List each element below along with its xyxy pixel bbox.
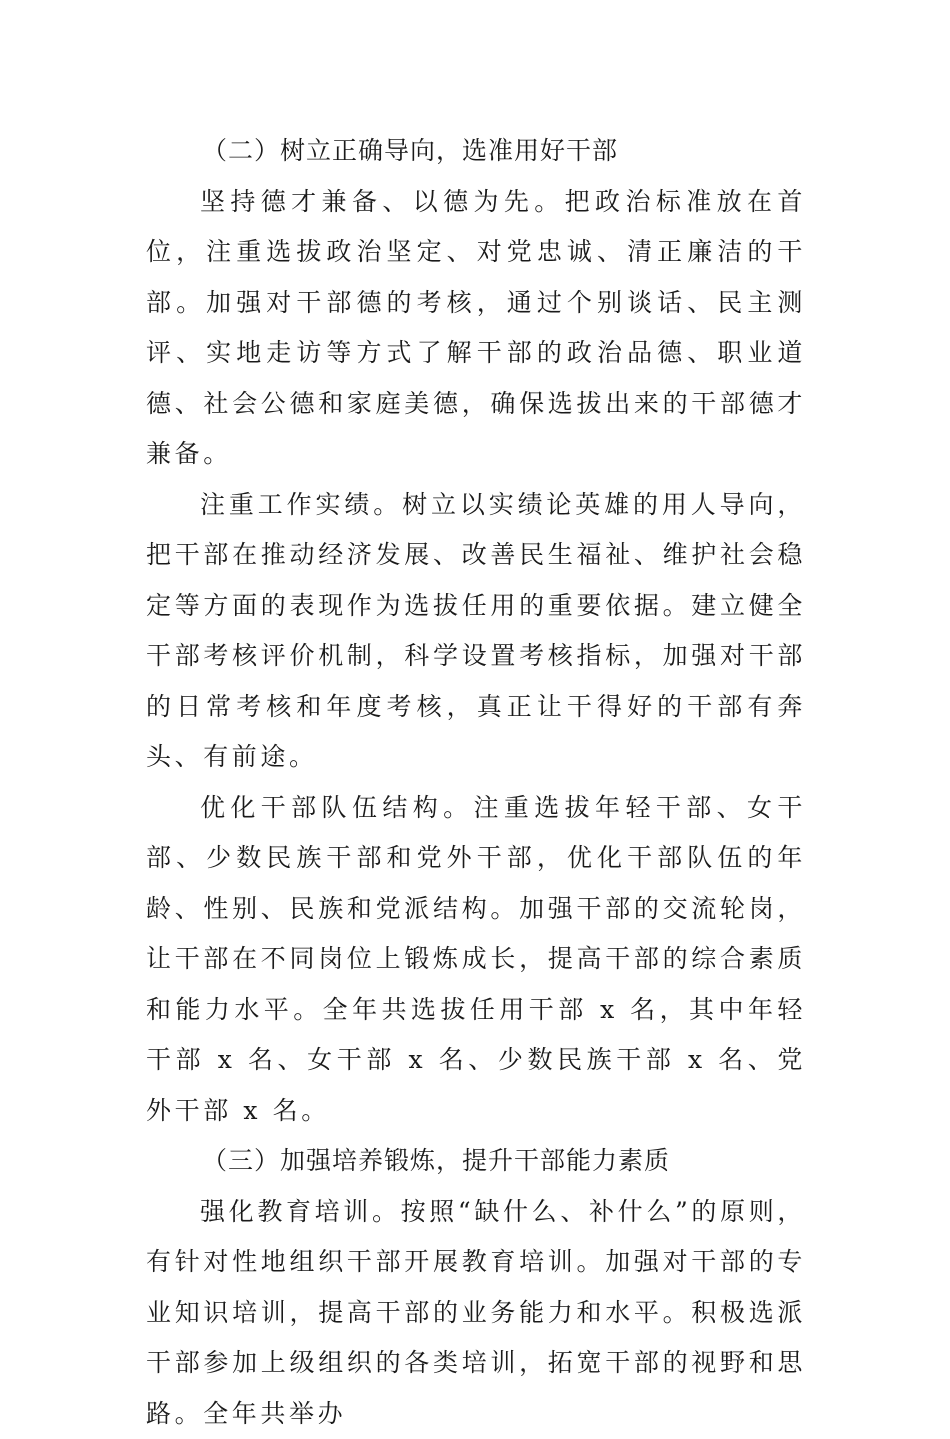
paragraph-morality-first: 坚持德才兼备、以德为先。把政治标准放在首位，注重选拔政治坚定、对党忠诚、清正廉洁的干部。加强对干部德的考核，通过个别谈话、民主测评、实地走访等方式了解干部的政治品德、职业道德、社会公德和家庭美德，确保选拔出来的干部德才兼备。 xyxy=(146,177,806,480)
paragraph-team-structure: 优化干部队伍结构。注重选拔年轻干部、女干部、少数民族干部和党外干部，优化干部队伍的年龄、性别、民族和党派结构。加强干部的交流轮岗，让干部在不同岗位上锻炼成长，提高干部的综合素质和能力水平。全年共选拔任用干部 x 名，其中年轻干部 x 名、女干部 x 名、少数民族干部 x 名、党外干部 x 名。 xyxy=(146,783,806,1137)
section-heading-3: （三）加强培养锻炼，提升干部能力素质 xyxy=(146,1136,806,1187)
document-body xyxy=(146,126,806,1439)
section-heading-2: （二）树立正确导向，选准用好干部 xyxy=(146,126,806,177)
paragraph-education-training: 强化教育培训。按照“缺什么、补什么”的原则，有针对性地组织干部开展教育培训。加强对干部的专业知识培训，提高干部的业务能力和水平。积极选派干部参加上级组织的各类培训，拓宽干部的视野和思路。全年共举办 xyxy=(146,1187,806,1439)
paragraph-work-performance: 注重工作实绩。树立以实绩论英雄的用人导向，把干部在推动经济发展、改善民生福祉、维护社会稳定等方面的表现作为选拔任用的重要依据。建立健全干部考核评价机制，科学设置考核指标，加强对干部的日常考核和年度考核，真正让干得好的干部有奔头、有前途。 xyxy=(146,480,806,783)
